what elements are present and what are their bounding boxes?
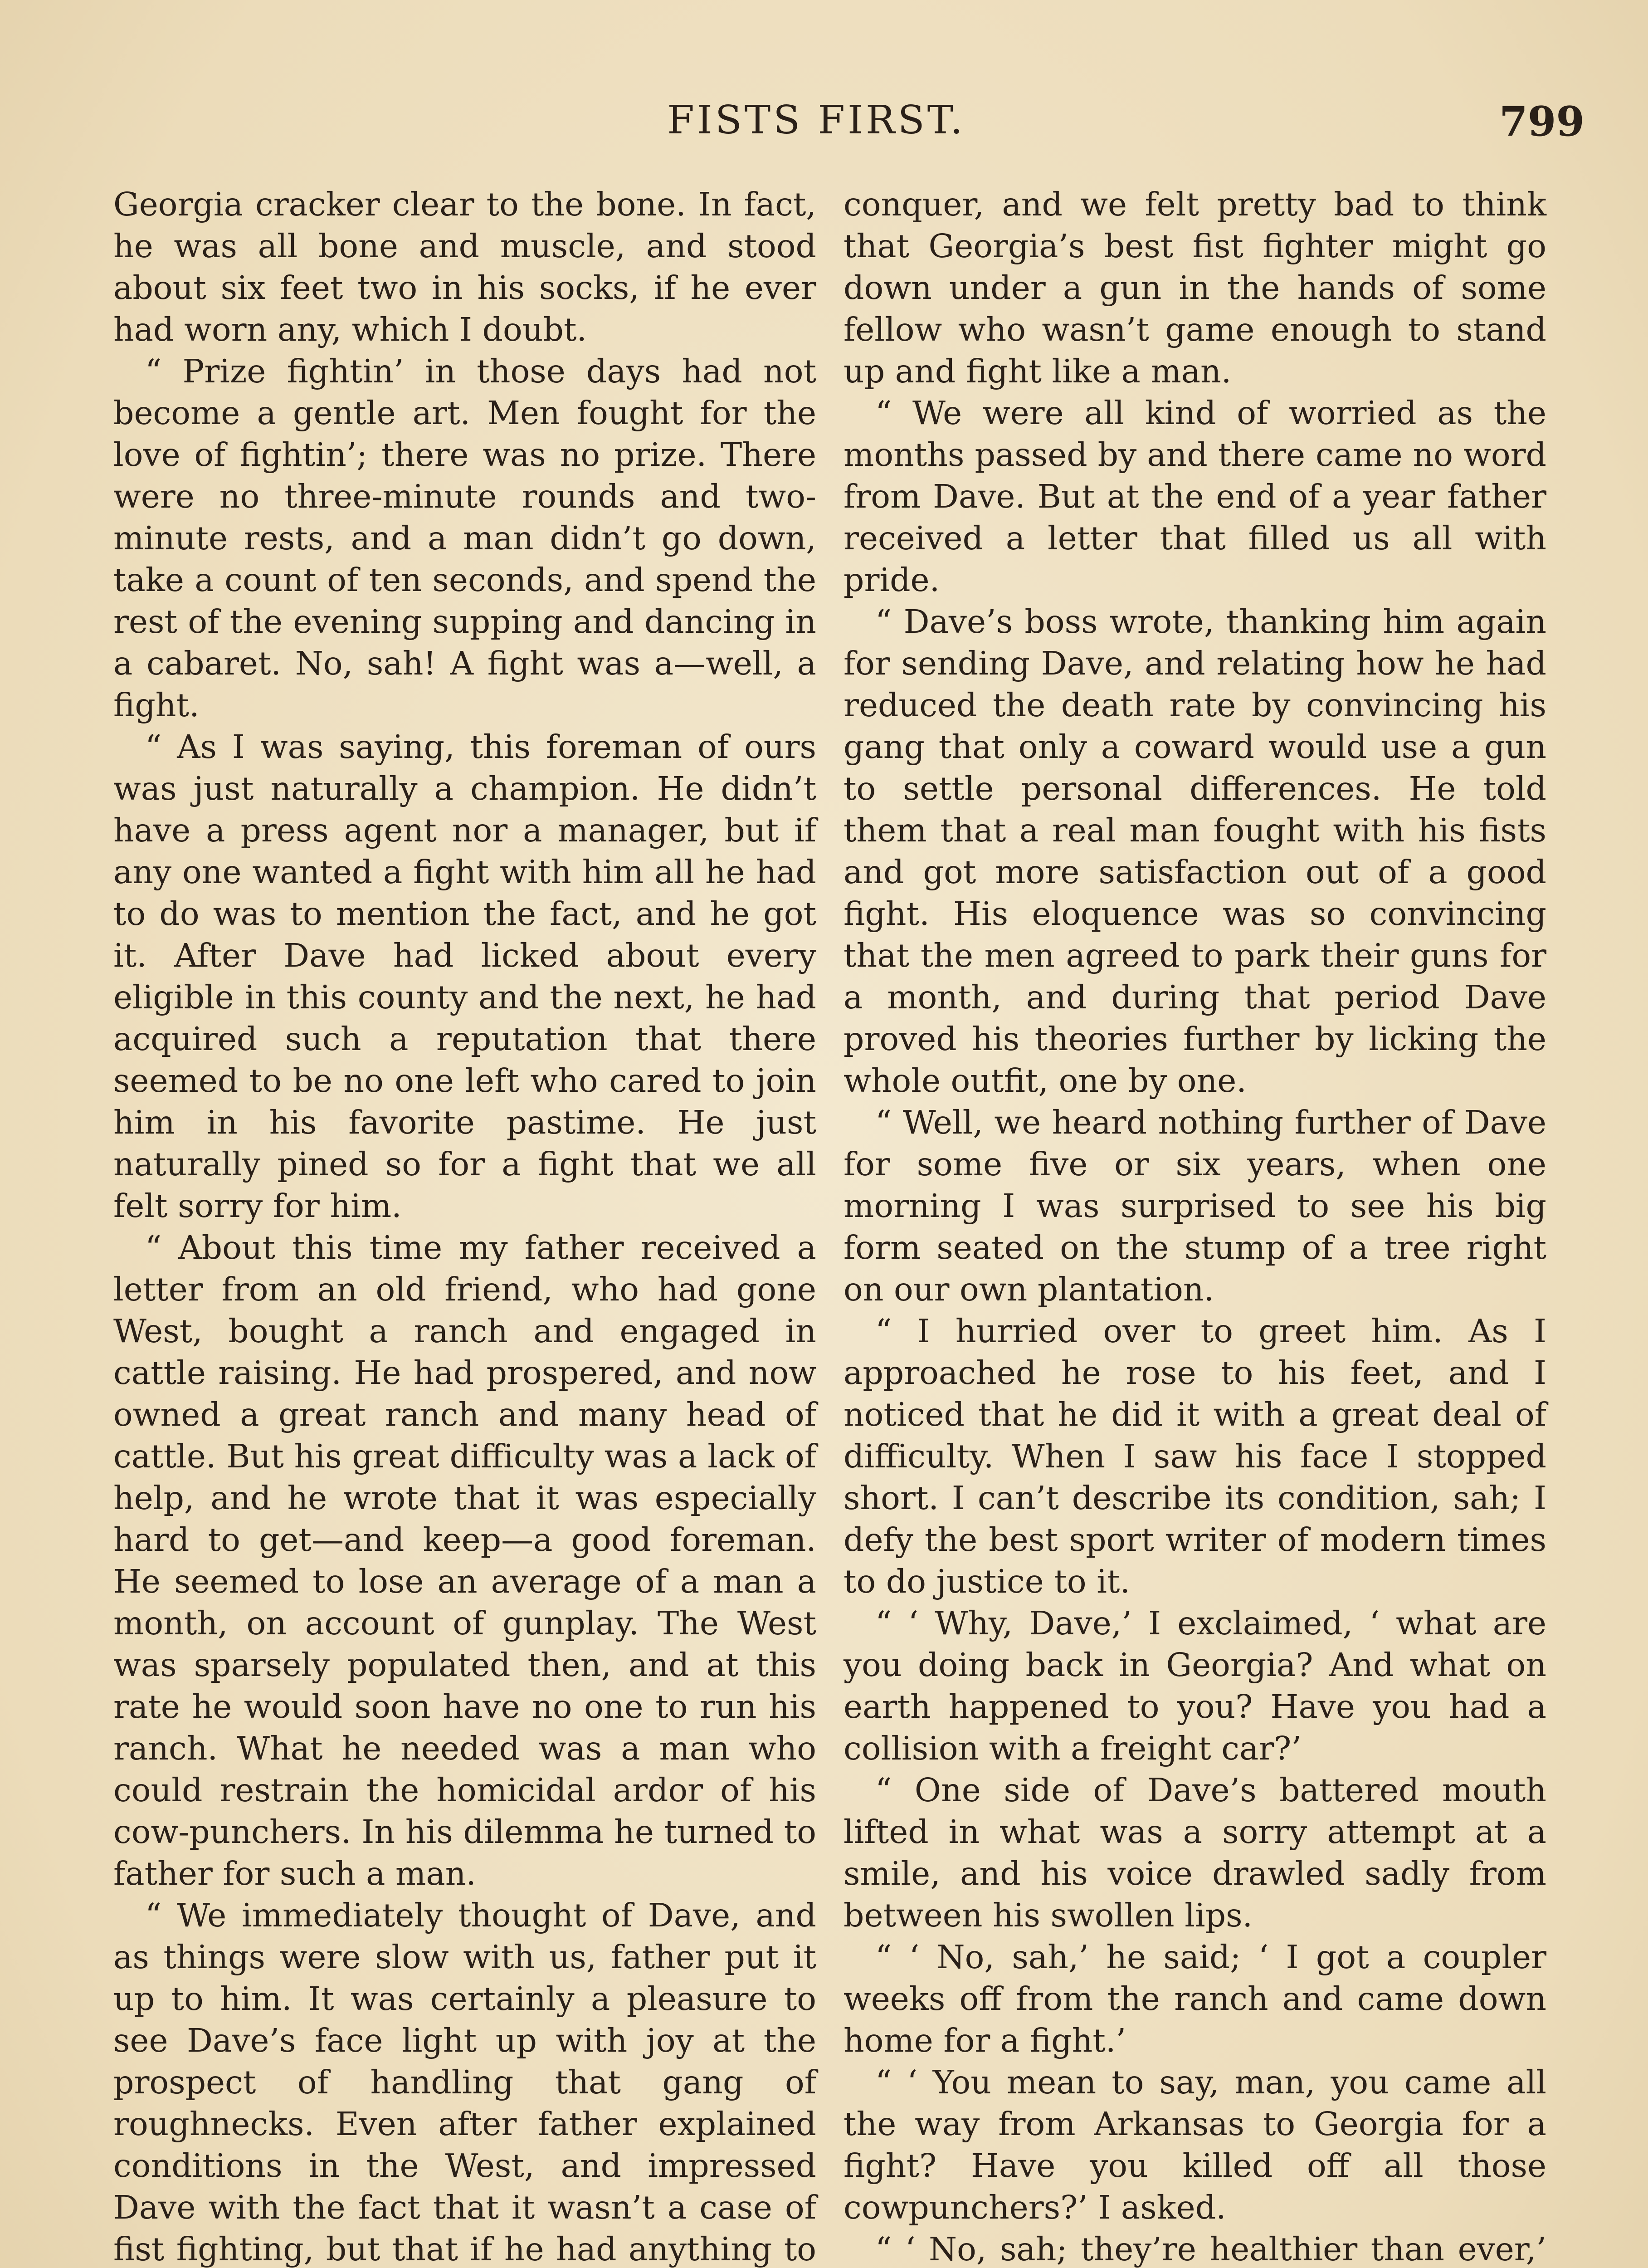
paragraph: “ About this time my father received a letter from an old friend, who had gone West, bought a ranch and engaged in cattle raising. He had prospered, and now owned a great ranch and many head of cattle. But his great difficulty was a lack of help, and he wrote that it was especially hard to get—and keep—a good foreman. He seemed to lose an average of a man a month, on account of gunplay. The West was sparsely populated then, and at this rate he would soon have no one to run his ranch. What he needed was a man who could restrain the homicidal ardor of his cow-punchers. In his dilemma he turned to father for such a man. <box>113 1229 816 1892</box>
paragraph: “ One side of Dave’s battered mouth lifted in what was a sorry attempt at a smile, and his voice drawled sadly from between his swollen lips. <box>844 1771 1546 1934</box>
paragraph: “ As I was saying, this foreman of ours was just naturally a champion. He didn’t have a press agent nor a manager, but if any one wanted a fight with him all he had to do was to mention the fact, and he got it. After Dave had licked about every eligible in this county and the next, he had acquired such a reputation that there seemed to be no one left who cared to join him in his favorite pastime. He just naturally pined so for a fight that we all felt sorry for him. <box>113 728 816 1225</box>
paragraph: conquer, and we felt pretty bad to think that Georgia’s best fist fighter might go down under a gun in the hands of some fellow who wasn’t game enough to stand up and fight like a man. <box>844 186 1546 390</box>
paragraph: “ We immediately thought of Dave, and as things were slow with us, father put it up to him. It was certainly a pleasure to see Dave’s face light up with joy at the prospect of handling that gang of roughnecks. Even after father explained conditions in the West, and impressed Dave with the fact that it wasn’t a case of fist fighting, but that if he had anything to <box>113 1897 816 2268</box>
paragraph: “ ‘ No, sah; they’re healthier than ever,’ <box>875 2230 1546 2268</box>
running-title: FISTS FIRST. <box>667 98 965 143</box>
paragraph: “ I hurried over to greet him. As I approached he rose to his feet, and I noticed that he did it with a great deal of difficulty. When I saw his face I stopped short. I can’t describe its condition, sah; I defy the best sport writer of modern times to do justice to it. <box>844 1312 1546 1600</box>
paragraph: Georgia cracker clear to the bone. In fact, he was all bone and muscle, and stood about six feet two in his socks, if he ever had worn any, which I doubt. <box>113 186 816 348</box>
paragraph: “ ‘ Why, Dave,’ I exclaimed, ‘ what are you doing back in Georgia? And what on earth happened to you? Have you had a collision with a freight car?’ <box>844 1604 1546 1767</box>
left-column <box>113 184 816 2268</box>
paragraph: “ Dave’s boss wrote, thanking him again for sending Dave, and relating how he had reduced the death rate by convincing his gang that only a coward would use a gun to settle personal differences. He told them that a real man fought with his fists and got more satisfaction out of a good fight. His eloquence was so convincing that the men agreed to park their guns for a month, and during that period Dave proved his theories further by licking the whole outfit, one by one. <box>844 603 1546 1100</box>
paragraph: “ Well, we heard nothing further of Dave for some five or six years, when one morning I was surprised to see his big form seated on the stump of a tree right on our own plantation. <box>844 1104 1546 1308</box>
right-column <box>844 184 1546 2268</box>
paragraph: “ ‘ No, sah,’ he said; ‘ I got a coupler weeks off from the ranch and came down home for a fight.’ <box>844 1938 1546 2059</box>
paragraph: “ ‘ You mean to say, man, you came all the way from Arkansas to Georgia for a fight? Have you killed off all those cowpunchers?’ I asked. <box>844 2063 1546 2226</box>
running-head <box>0 98 1648 161</box>
paragraph: “ We were all kind of worried as the months passed by and there came no word from Dave. But at the end of a year father received a letter that filled us all with pride. <box>844 394 1546 599</box>
paragraph: “ Prize fightin’ in those days had not become a gentle art. Men fought for the love of fightin’; there was no prize. There were no three-minute rounds and two-minute rests, and a man didn’t go down, take a count of ten seconds, and spend the rest of the evening supping and dancing in a cabaret. No, sah! A fight was a—well, a fight. <box>113 352 816 724</box>
page-number: 799 <box>1499 98 1585 146</box>
